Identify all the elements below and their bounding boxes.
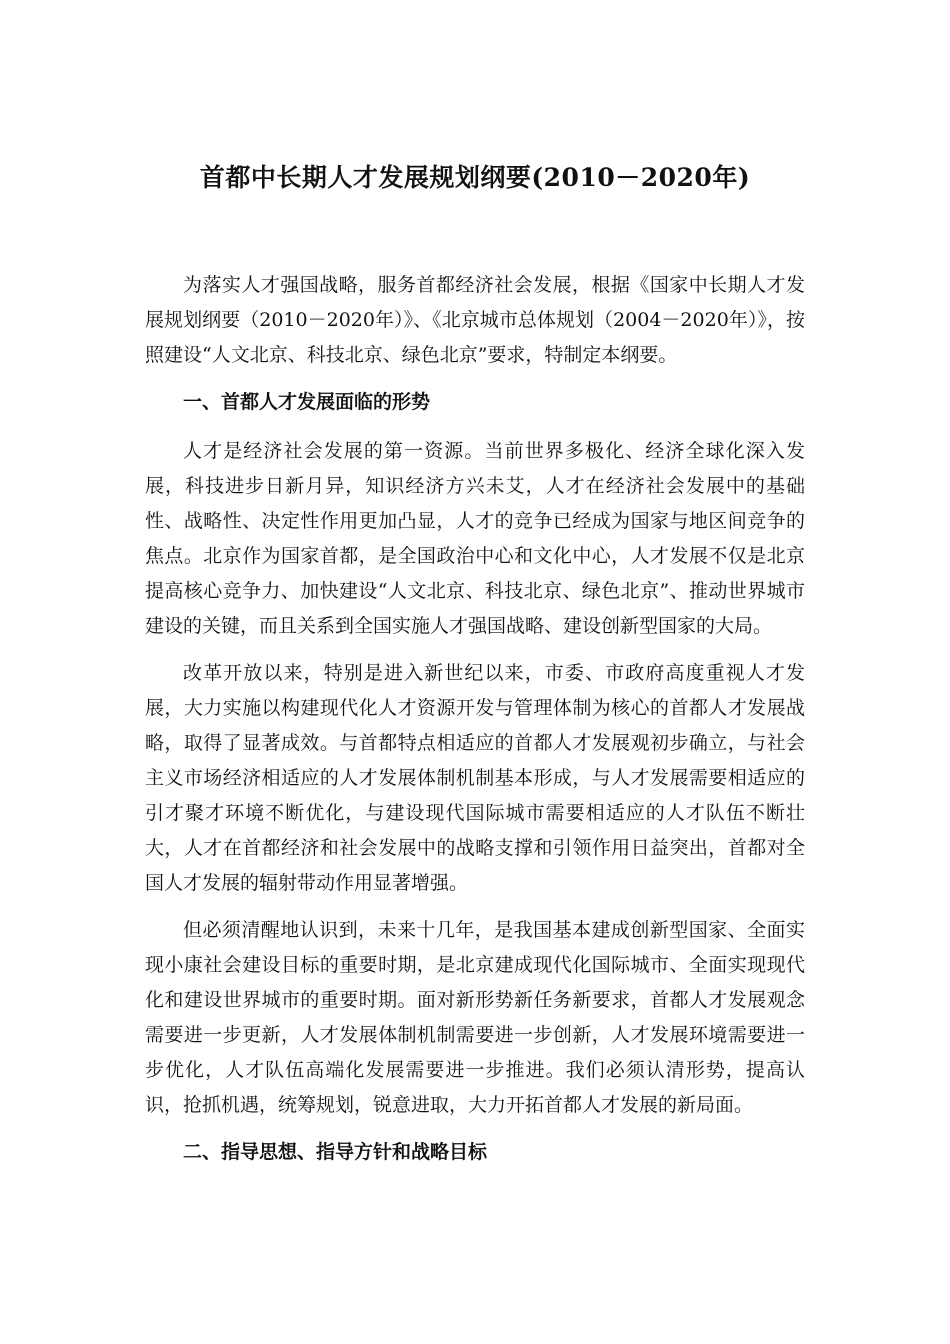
- document-body: [145, 268, 805, 1184]
- section-heading-2: 二、指导思想、指导方针和战略目标: [183, 1141, 488, 1163]
- paragraph-intro: 为落实人才强国战略，服务首都经济社会发展，根据《国家中长期人才发展规划纲要（2010－2020年）》、《北京城市总体规划（2004－2020年）》，按照建设“人文北京、科技北京、绿色北京”要求，特制定本纲要。: [145, 274, 805, 366]
- section-heading-1: 一、首都人才发展面临的形势: [183, 391, 431, 413]
- paragraph-situation: 人才是经济社会发展的第一资源。当前世界多极化、经济全球化深入发展，科技进步日新月异，知识经济方兴未艾，人才在经济社会发展中的基础性、战略性、决定性作用更加凸显，人才的竞争已经成为国家与地区间竞争的焦点。北京作为国家首都，是全国政治中心和文化中心，人才发展不仅是北京提高核心竞争力、加快建设“人文北京、科技北京、绿色北京”、推动世界城市建设的关键，而且关系到全国实施人才强国战略、建设创新型国家的大局。: [145, 440, 805, 637]
- document-title: 首都中长期人才发展规划纲要(2010－2020年): [199, 163, 751, 192]
- paragraph-challenges: 但必须清醒地认识到，未来十几年，是我国基本建成创新型国家、全面实现小康社会建设目标的重要时期，是北京建成现代化国际城市、全面实现现代化和建设世界城市的重要时期。面对新形势新任务新要求，首都人才发展观念需要进一步更新，人才发展体制机制需要进一步创新，人才发展环境需要进一步优化，人才队伍高端化发展需要进一步推进。我们必须认清形势，提高认识，抢抓机遇，统筹规划，锐意进取，大力开拓首都人才发展的新局面。: [145, 919, 805, 1116]
- paragraph-achievements: 改革开放以来，特别是进入新世纪以来，市委、市政府高度重视人才发展，大力实施以构建现代化人才资源开发与管理体制为核心的首都人才发展战略，取得了显著成效。与首都特点相适应的首都人才发展观初步确立，与社会主义市场经济相适应的人才发展体制机制基本形成，与人才发展需要相适应的引才聚才环境不断优化，与建设现代国际城市需要相适应的人才队伍不断壮大，人才在首都经济和社会发展中的战略支撑和引领作用日益突出，首都对全国人才发展的辐射带动作用显著增强。: [145, 662, 805, 894]
